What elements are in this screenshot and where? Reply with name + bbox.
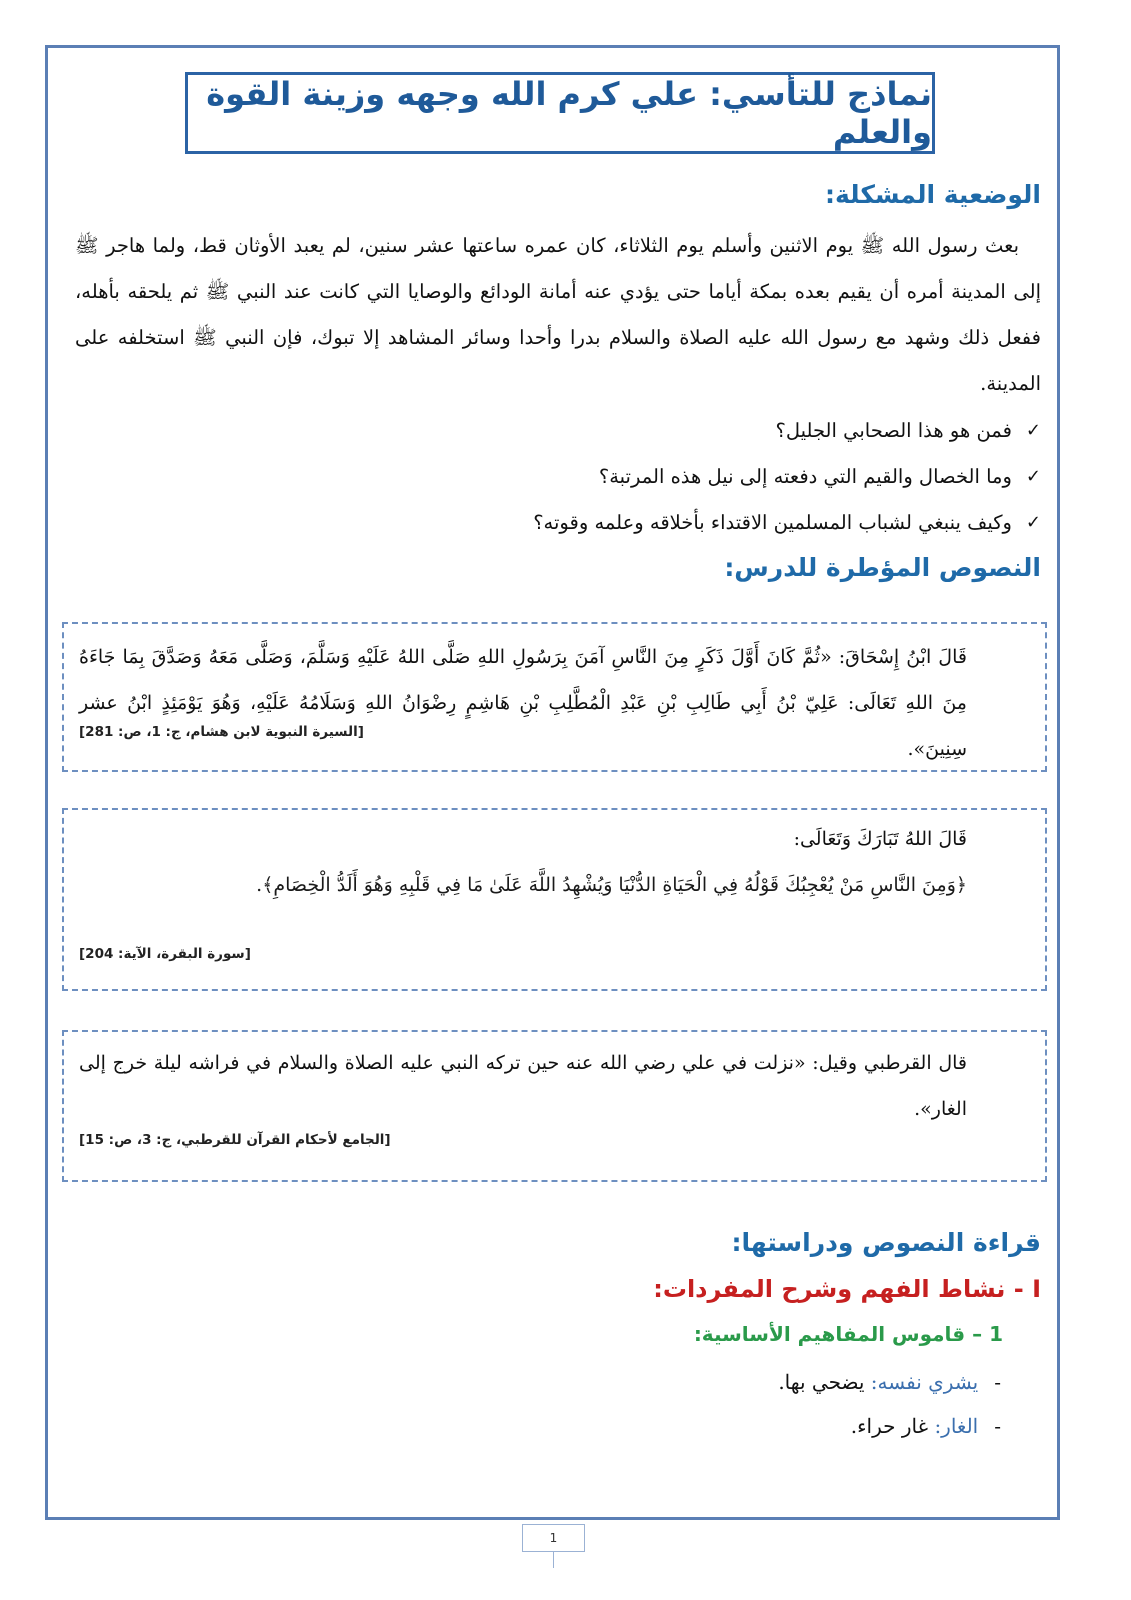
question-list [341, 408, 1041, 546]
glossary-definition: يضحي بها. [778, 1370, 865, 1394]
text-box-reference: [سورة البقرة، الآية: 204] [79, 946, 251, 962]
texts-heading: النصوص المؤطرة للدرس: [724, 553, 1041, 582]
text-box-body: قَالَ ابْنُ إِسْحَاقَ: «ثُمَّ كَانَ أَوَّلَ ذَكَرٍ مِنَ النَّاسِ آمَنَ بِرَسُولِ اللهِ صَلَّى اللهُ عَلَيْهِ وَسَلَّمَ، وَصَلَّى مَعَهُ وَصَدَّقَ بِمَا جَاءَهُ مِنَ اللهِ تَعَالَى: عَلِيّ بْنُ أَبِي طَالِبِ بْنِ عَبْدِ الْمُطَّلِبِ بْنِ هَاشِمٍ رِضْوَانُ اللهِ وَسَلَامُهُ عَلَيْهِ، وَهُوَ يَوْمَئِذٍ ابْنُ عشر سِنِينَ». [79, 646, 967, 760]
text-box-ibn-ishaq [62, 622, 1047, 772]
reading-heading: قراءة النصوص ودراستها: [731, 1228, 1041, 1257]
text-box-qurtubi [62, 1030, 1047, 1182]
glossary-item: -الغار: غار حراء. [850, 1414, 1001, 1438]
question-item: ✓ وكيف ينبغي لشباب المسلمين الاقتداء بأخلاقه وعلمه وقوته؟ [341, 500, 1041, 546]
question-item: ✓ وما الخصال والقيم التي دفعته إلى نيل هذه المرتبة؟ [341, 454, 1041, 500]
glossary-definition: غار حراء. [850, 1414, 929, 1438]
situation-text: بعث رسول الله ﷺ يوم الاثنين وأسلم يوم الثلاثاء، كان عمره ساعتها عشر سنين، لم يعبد الأوثان قط، ولما هاجر ﷺ إلى المدينة أمره أن يقيم بعده بمكة أياما حتى يؤدي عنه أمانة الودائع والوصايا التي كانت عند النبي ﷺ ثم يلحقه بأهله، ففعل ذلك وشهد مع رسول الله عليه الصلاة والسلام بدرا وأحدا وسائر المشاهد إلا تبوك، فإن النبي ﷺ استخلفه على المدينة. [75, 234, 1041, 395]
checkmark-icon: ✓ [1025, 512, 1041, 533]
checkmark-icon: ✓ [1025, 420, 1041, 441]
page-number: 1 [522, 1524, 585, 1552]
activity-heading: I - نشاط الفهم وشرح المفردات: [653, 1275, 1041, 1303]
glossary-term: الغار: [934, 1414, 979, 1438]
question-item: ✓ فمن هو هذا الصحابي الجليل؟ [341, 408, 1041, 454]
situation-heading: الوضعية المشكلة: [824, 180, 1041, 209]
page-number-tick [553, 1552, 554, 1568]
glossary-heading: 1 – قاموس المفاهيم الأساسية: [693, 1322, 1003, 1346]
checkmark-icon: ✓ [1025, 466, 1041, 487]
text-box-body: قال القرطبي وقيل: «نزلت في علي رضي الله عنه حين تركه النبي عليه الصلاة والسلام في فراشه ليلة خرج إلى الغار». [79, 1052, 967, 1120]
text-box-intro: قَالَ اللهُ تَبَارَكَ وَتَعَالَى: [793, 828, 967, 850]
page-title: نماذج للتأسي: علي كرم الله وجهه وزينة القوة والعلم [206, 75, 932, 151]
title-box [185, 72, 935, 154]
glossary-list [778, 1360, 1001, 1448]
text-box-reference: [الجامع لأحكام القرآن للقرطبي، ج: 3، ص: 15] [79, 1132, 391, 1148]
quran-verse: ﴿وَمِنَ النَّاسِ مَنْ يُعْجِبُكَ قَوْلُهُ فِي الْحَيَاةِ الدُّنْيَا وَيُشْهِدُ اللَّهَ عَلَىٰ مَا فِي قَلْبِهِ وَهُوَ أَلَدُّ الْخِصَامِ﴾. [256, 874, 967, 896]
glossary-term: يشري نفسه: [870, 1370, 979, 1394]
text-box-reference: [السيرة النبوية لابن هشام، ج: 1، ص: 281] [79, 724, 364, 740]
glossary-item: -يشري نفسه: يضحي بها. [778, 1370, 1001, 1394]
text-box-quran [62, 808, 1047, 991]
